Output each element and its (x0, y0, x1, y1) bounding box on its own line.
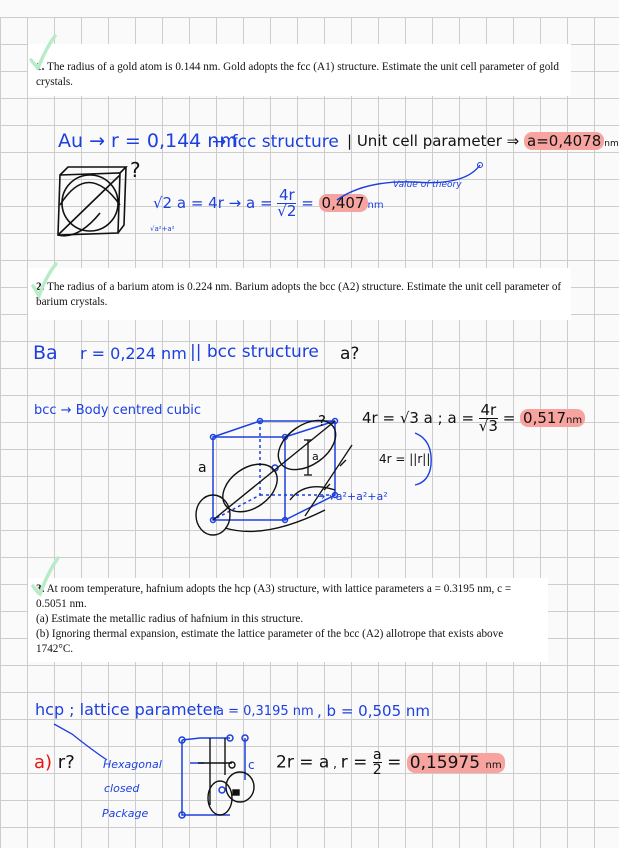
question-3-part-b: (b) Ignoring thermal expansion, estimate the lattice parameter of the bcc (A2) allotrope that exists above 1742°C. (36, 628, 504, 655)
q3-hcp-meaning-3: Package (102, 807, 149, 820)
q2-element: Ba (33, 342, 58, 364)
q3-result-highlight: 0,15975 nm (407, 753, 505, 773)
q1-result-highlight: 0,407 (319, 194, 368, 212)
page-top-margin (0, 0, 600, 17)
question-text: The radius of a gold atom is 0.144 nm. Gold adopts the fcc (A1) structure. Estimate the unit cell parameter of gold crystals. (36, 61, 559, 88)
question-number: 1. (36, 61, 45, 73)
hcp-cell-diagram-icon (170, 735, 260, 820)
divider: | (347, 132, 357, 150)
question-1-box (28, 44, 571, 96)
q3-fraction: $\frac{a}{2}$ (372, 747, 382, 778)
checkmark-icon (28, 30, 58, 70)
q2-measure-line-icon (300, 430, 360, 520)
fcc-cube-diagram-icon (48, 165, 128, 245)
q2-equation: 4r = √3 a ; a = $\frac{4r}{√3}$ = 0,517nm (362, 403, 585, 434)
q3-equation: 2r = a , r = $\frac{a}{2}$ = 0,15975 nm (276, 748, 505, 777)
q2-a-label: a (198, 460, 207, 476)
q3-hcp-meaning-1: Hexagonal (103, 758, 162, 771)
q1-question-mark: ? (130, 158, 141, 182)
q3-b-val: , b = 0,505 nm (317, 702, 431, 720)
question-3-box (28, 578, 548, 662)
question-3-part-a: (a) Estimate the metallic radius of hafnium in this structure. (36, 613, 304, 625)
q2-bcc-meaning: bcc → Body centred cubic (34, 403, 201, 418)
q3-hcp-meaning-2: closed (104, 782, 140, 795)
q1-structure: → fcc structure (212, 132, 339, 152)
q2-sqrt-label: → √a²+a²+a² (316, 490, 388, 503)
q2-arrow-curve-icon (413, 430, 443, 490)
q2-result-highlight: 0,517nm (520, 409, 585, 427)
q2-question-mark: ? (318, 412, 326, 430)
q2-side-label: 4r = ||r|| (379, 452, 431, 466)
svg-text:a: a (312, 450, 319, 463)
q1-fraction: $\frac{4r}{√2}$ (277, 186, 297, 220)
q2-ask: a? (340, 344, 360, 364)
question-2-box (28, 268, 571, 320)
q3-a-val: a = 0,3195 nm (216, 704, 314, 719)
q3-part-a-ask: a) r? (34, 752, 75, 773)
checkmark-icon (30, 556, 60, 596)
checkmark-icon (30, 262, 60, 302)
question-3-line1: 3. At room temperature, hafnium adopts the hcp (A3) structure, with lattice parameters a = 0.3195 nm, c = 0.5051 nm. (36, 583, 512, 610)
q1-diag-label: √a²+a² (150, 225, 175, 233)
q1-answer-highlight: a=0,4078 (524, 132, 604, 150)
q3-header: hcp ; lattice parameter (35, 700, 220, 719)
question-number: 2. (36, 281, 45, 293)
q1-given: Au → r = 0,144 nm (58, 130, 238, 152)
q2-fraction: $\frac{4r}{√3}$ (478, 401, 498, 435)
q1-unit-cell-label: | Unit cell parameter ⇒ a=0,4078 nm (347, 132, 619, 150)
question-text: The radius of a barium atom is 0.224 nm. Barium adopts the bcc (A2) structure. Estimate the unit cell parameter of barium crystals. (36, 281, 562, 308)
q1-equation: √2 a = 4r → a = $\frac{4r}{√2}$ = 0,407 nm (153, 186, 384, 220)
q2-given: r = 0,224 nm (80, 344, 187, 363)
q1-arrow-label: Value of theory (393, 180, 462, 190)
svg-text:c: c (248, 758, 255, 772)
q2-structure: || bcc structure (190, 342, 319, 362)
